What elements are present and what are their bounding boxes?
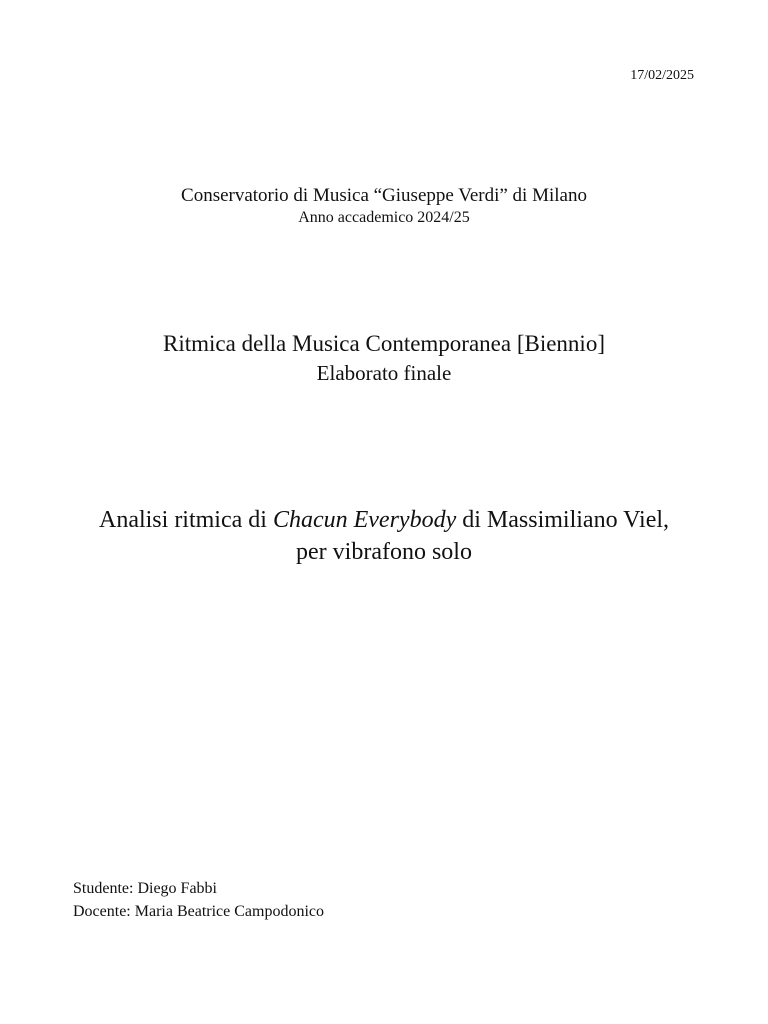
academic-year: Anno accademico 2024/25 xyxy=(298,209,470,226)
work-title: Chacun Everybody xyxy=(272,507,457,533)
course-title: Ritmica della Musica Contemporanea [Biennio] xyxy=(163,331,605,356)
thesis-title-line-1 xyxy=(0,504,768,536)
thesis-suffix: di Massimiliano Viel, xyxy=(456,507,670,533)
thesis-prefix: Analisi ritmica di xyxy=(98,507,273,533)
course-block xyxy=(0,329,768,387)
institution-block xyxy=(0,184,768,228)
document-date: 17/02/2025 xyxy=(630,68,694,83)
student-name: Studente: Diego Fabbi xyxy=(73,880,217,897)
people-block xyxy=(73,877,324,923)
course-subtitle: Elaborato finale xyxy=(316,361,452,385)
teacher-name: Docente: Maria Beatrice Campodonico xyxy=(73,903,325,920)
institution-name: Conservatorio di Musica “Giuseppe Verdi” di Milano xyxy=(181,185,587,206)
thesis-title-line-2: per vibrafono solo xyxy=(296,539,472,565)
thesis-title xyxy=(0,504,768,568)
